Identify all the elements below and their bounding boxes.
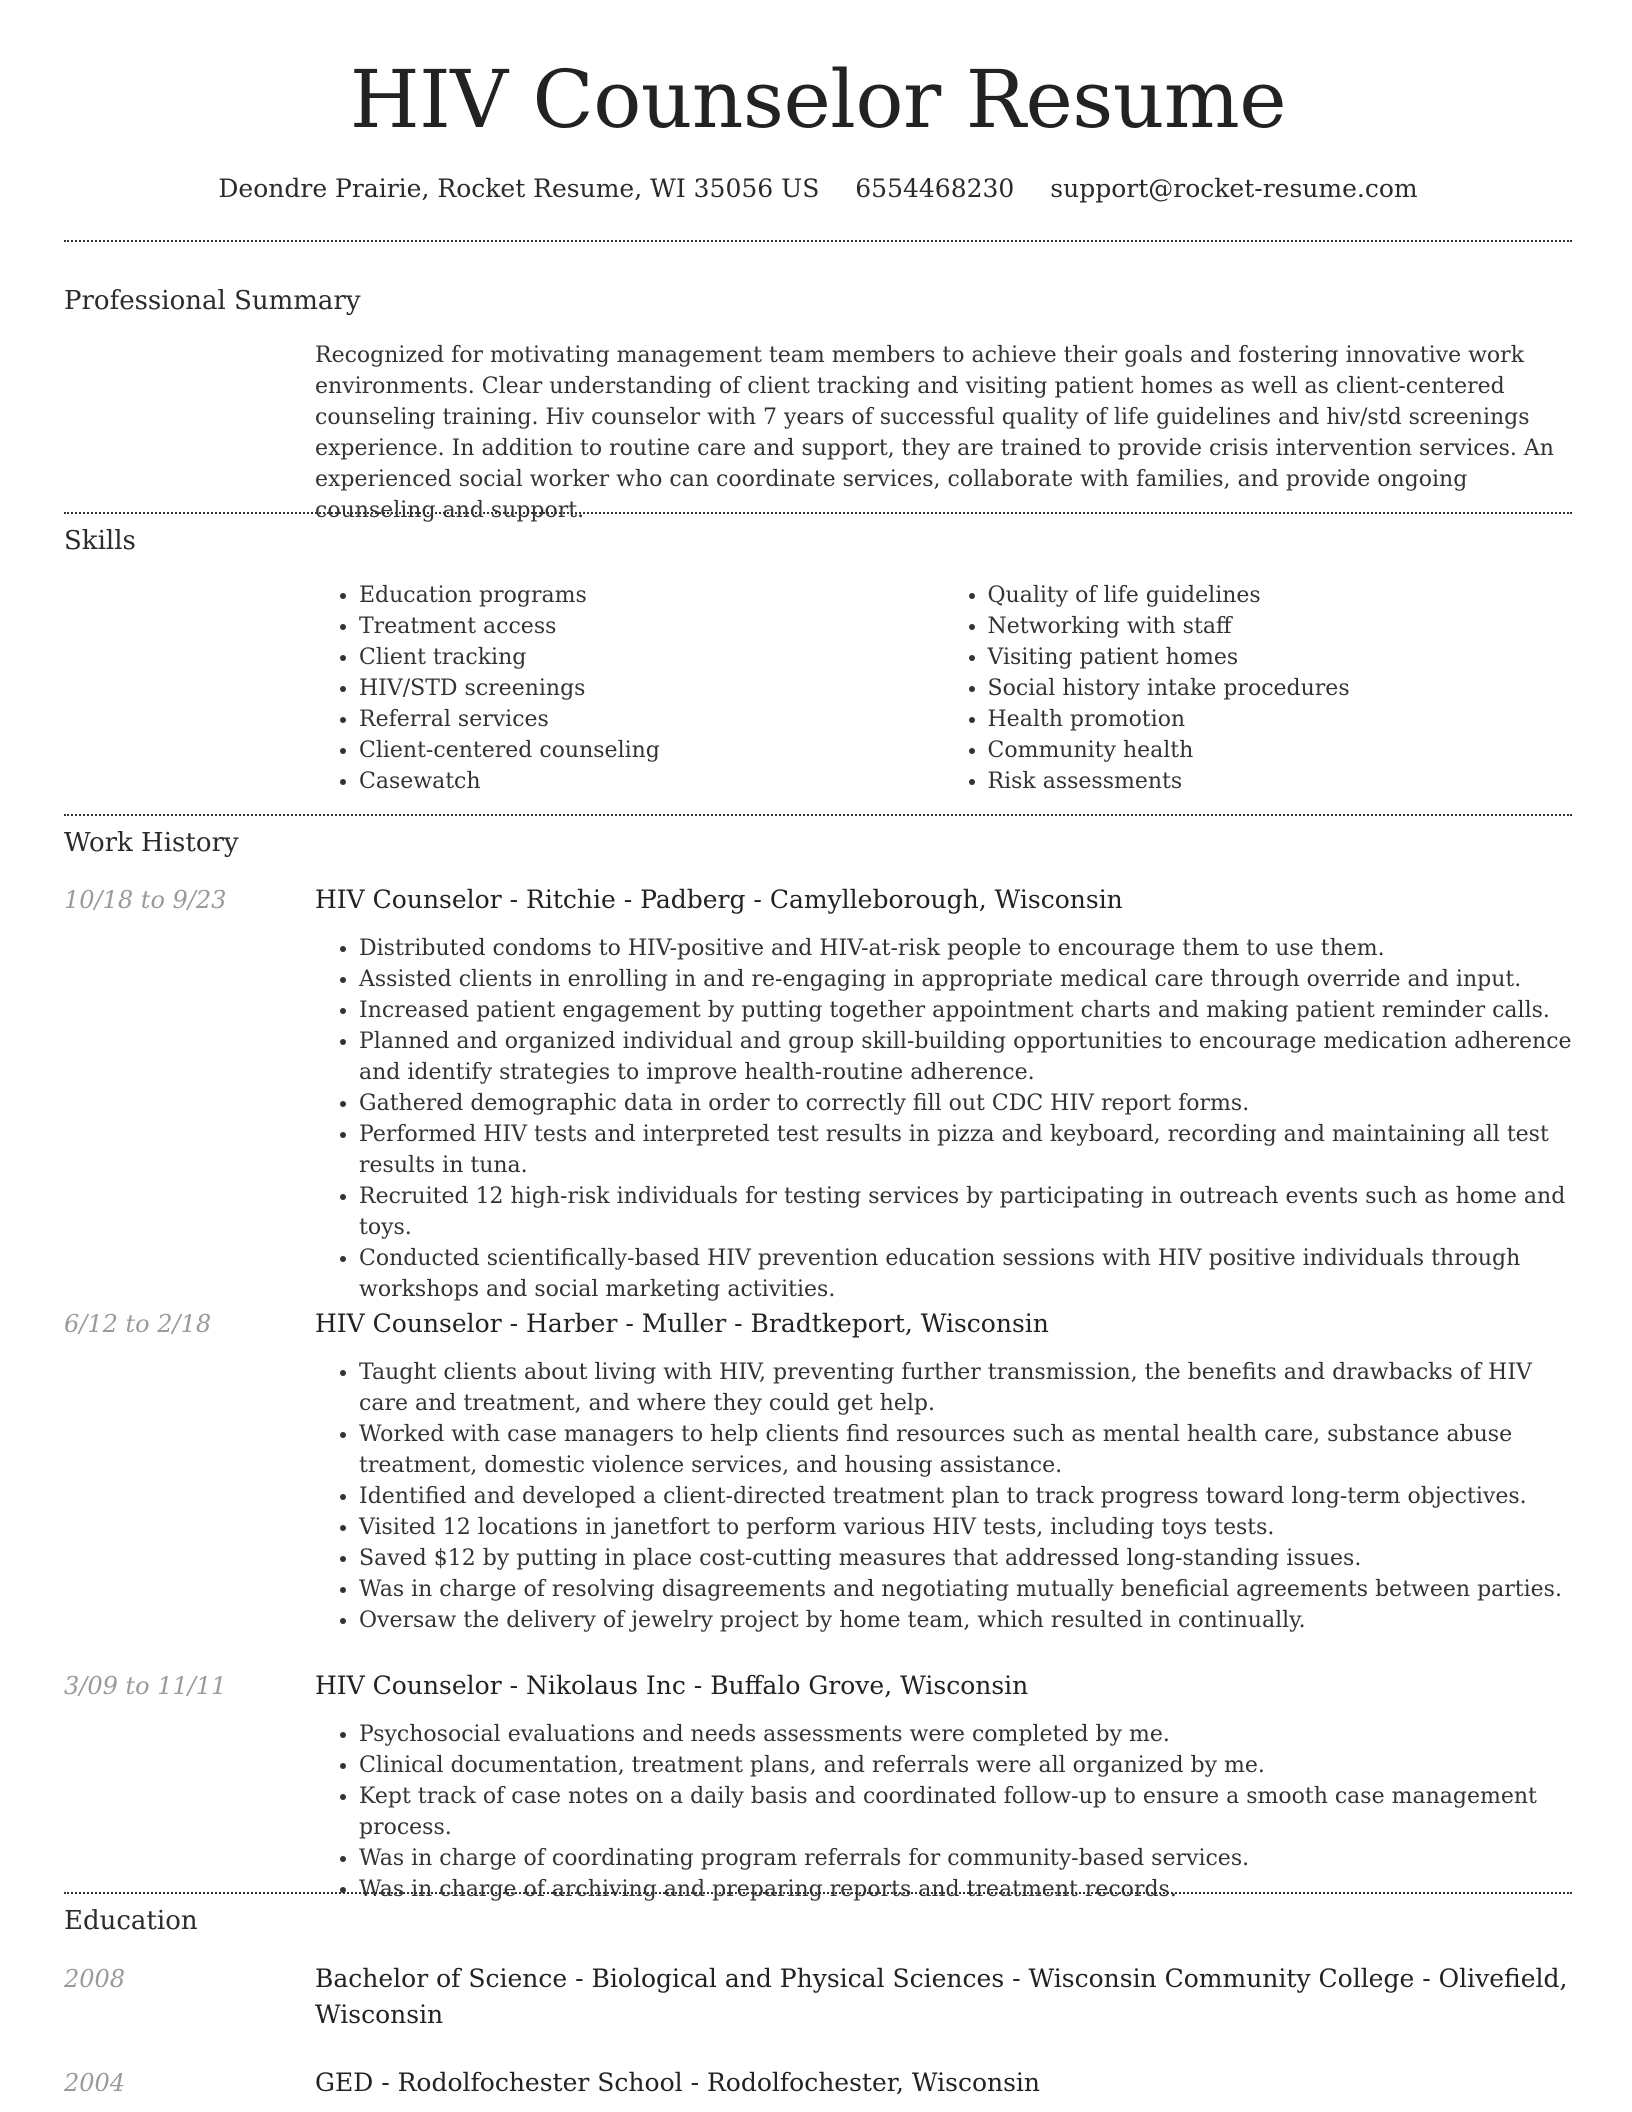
job-bullet: • Psychosocial evaluations and needs assessments were completed by me. [359, 1719, 1572, 1750]
job-bullet: • Recruited 12 high-risk individuals for testing services by participating in outreach events such as home and toys. [359, 1181, 1572, 1243]
job-bullet: • Distributed condoms to HIV-positive and HIV-at-risk people to encourage them to use them. [359, 933, 1572, 964]
divider [64, 240, 1572, 242]
summary-section [315, 340, 1572, 526]
job-bullet: • Increased patient engagement by putting together appointment charts and making patient reminder calls. [359, 995, 1572, 1026]
job-bullets [315, 1357, 1572, 1636]
job-bullet: • Identified and developed a client-directed treatment plan to track progress toward long-term objectives. [359, 1481, 1572, 1512]
skills-heading: Skills [64, 526, 136, 556]
job-bullet: • Taught clients about living with HIV, preventing further transmission, the benefits and drawbacks of HIV care and treatment, and where they could get help. [359, 1357, 1572, 1419]
skill-item: • Social history intake procedures [988, 673, 1573, 704]
skill-item: • Health promotion [988, 704, 1573, 735]
education-heading: Education [64, 1906, 198, 1936]
contact-line [64, 172, 1572, 206]
divider [64, 814, 1572, 816]
resume-title: HIV Counselor Resume [349, 53, 1287, 146]
skill-item: • Casewatch [359, 766, 944, 797]
job-bullet: • Kept track of case notes on a daily basis and coordinated follow-up to ensure a smooth case management process. [359, 1781, 1572, 1843]
job-bullet: • Gathered demographic data in order to correctly fill out CDC HIV report forms. [359, 1088, 1572, 1119]
contact-phone: 6554468230 [855, 174, 1015, 203]
skill-item: • HIV/STD screenings [359, 673, 944, 704]
job-title: HIV Counselor - Ritchie - Padberg - Camylleborough, Wisconsin [315, 885, 1123, 914]
divider [64, 512, 1572, 514]
divider [64, 1892, 1572, 1894]
job-bullet: • Was in charge of resolving disagreements and negotiating mutually beneficial agreements between parties. [359, 1574, 1572, 1605]
work-history-heading: Work History [64, 828, 239, 858]
job-bullet: • Saved $12 by putting in place cost-cutting measures that addressed long-standing issues. [359, 1543, 1572, 1574]
job-bullet: • Performed HIV tests and interpreted test results in pizza and keyboard, recording and maintaining all test results in tuna. [359, 1119, 1572, 1181]
skill-item: • Client tracking [359, 642, 944, 673]
job-bullet: • Assisted clients in enrolling in and re-engaging in appropriate medical care through override and input. [359, 964, 1572, 995]
job-bullet: • Oversaw the delivery of jewelry project by home team, which resulted in continually. [359, 1605, 1572, 1636]
education-date: 2008 [64, 1965, 126, 1993]
job-title: HIV Counselor - Harber - Muller - Bradtkeport, Wisconsin [315, 1309, 1049, 1338]
job-bullet: • Was in charge of coordinating program referrals for community-based services. [359, 1843, 1572, 1874]
skills-column-right [944, 580, 1573, 797]
skill-item: • Risk assessments [988, 766, 1573, 797]
job-bullet: • Planned and organized individual and group skill-building opportunities to encourage medication adherence and identify strategies to improve health-routine adherence. [359, 1026, 1572, 1088]
job-bullet: • Clinical documentation, treatment plans, and referrals were all organized by me. [359, 1750, 1572, 1781]
skills-section [315, 580, 1572, 797]
skill-item: • Referral services [359, 704, 944, 735]
education-date: 2004 [64, 2069, 126, 2097]
job-bullet: • Worked with case managers to help clients find resources such as mental health care, substance abuse treatment, domestic violence services, and housing assistance. [359, 1419, 1572, 1481]
summary-heading: Professional Summary [64, 286, 361, 316]
education-title: Bachelor of Science - Biological and Physical Sciences - Wisconsin Community College - Olivefield, Wisconsin [315, 1964, 1568, 2029]
skill-item: • Client-centered counseling [359, 735, 944, 766]
job-date: 6/12 to 2/18 [64, 1310, 212, 1338]
skill-item: • Networking with staff [988, 611, 1573, 642]
summary-text: Recognized for motivating management team members to achieve their goals and fostering innovative work environments. Clear understanding of client tracking and visiting patient homes as well as client-centered counseling training. Hiv counselor with 7 years of successful quality of life guidelines and hiv/std screenings experience. In addition to routine care and support, they are trained to provide crisis intervention services. An experienced social worker who can coordinate services, collaborate with families, and provide ongoing counseling and support. [315, 343, 1554, 523]
skill-item: • Visiting patient homes [988, 642, 1573, 673]
job-bullets [315, 1719, 1572, 1905]
skill-item: • Quality of life guidelines [988, 580, 1573, 611]
contact-email: support@rocket-resume.com [1050, 174, 1418, 203]
skill-item: • Community health [988, 735, 1573, 766]
job-title: HIV Counselor - Nikolaus Inc - Buffalo Grove, Wisconsin [315, 1671, 1029, 1700]
education-title: GED - Rodolfochester School - Rodolfochester, Wisconsin [315, 2068, 1041, 2097]
job-bullet: • Visited 12 locations in janetfort to perform various HIV tests, including toys tests. [359, 1512, 1572, 1543]
contact-address: Deondre Prairie, Rocket Resume, WI 35056 US [218, 174, 820, 203]
skill-item: • Treatment access [359, 611, 944, 642]
job-bullet: • Conducted scientifically-based HIV prevention education sessions with HIV positive individuals through workshops and social marketing activities. [359, 1243, 1572, 1305]
job-date: 10/18 to 9/23 [64, 886, 227, 914]
job-date: 3/09 to 11/11 [64, 1672, 227, 1700]
skills-column-left [315, 580, 944, 797]
job-bullets [315, 933, 1572, 1305]
job-bullet: • Was in charge of archiving and preparing reports and treatment records. [359, 1874, 1572, 1905]
skill-item: • Education programs [359, 580, 944, 611]
